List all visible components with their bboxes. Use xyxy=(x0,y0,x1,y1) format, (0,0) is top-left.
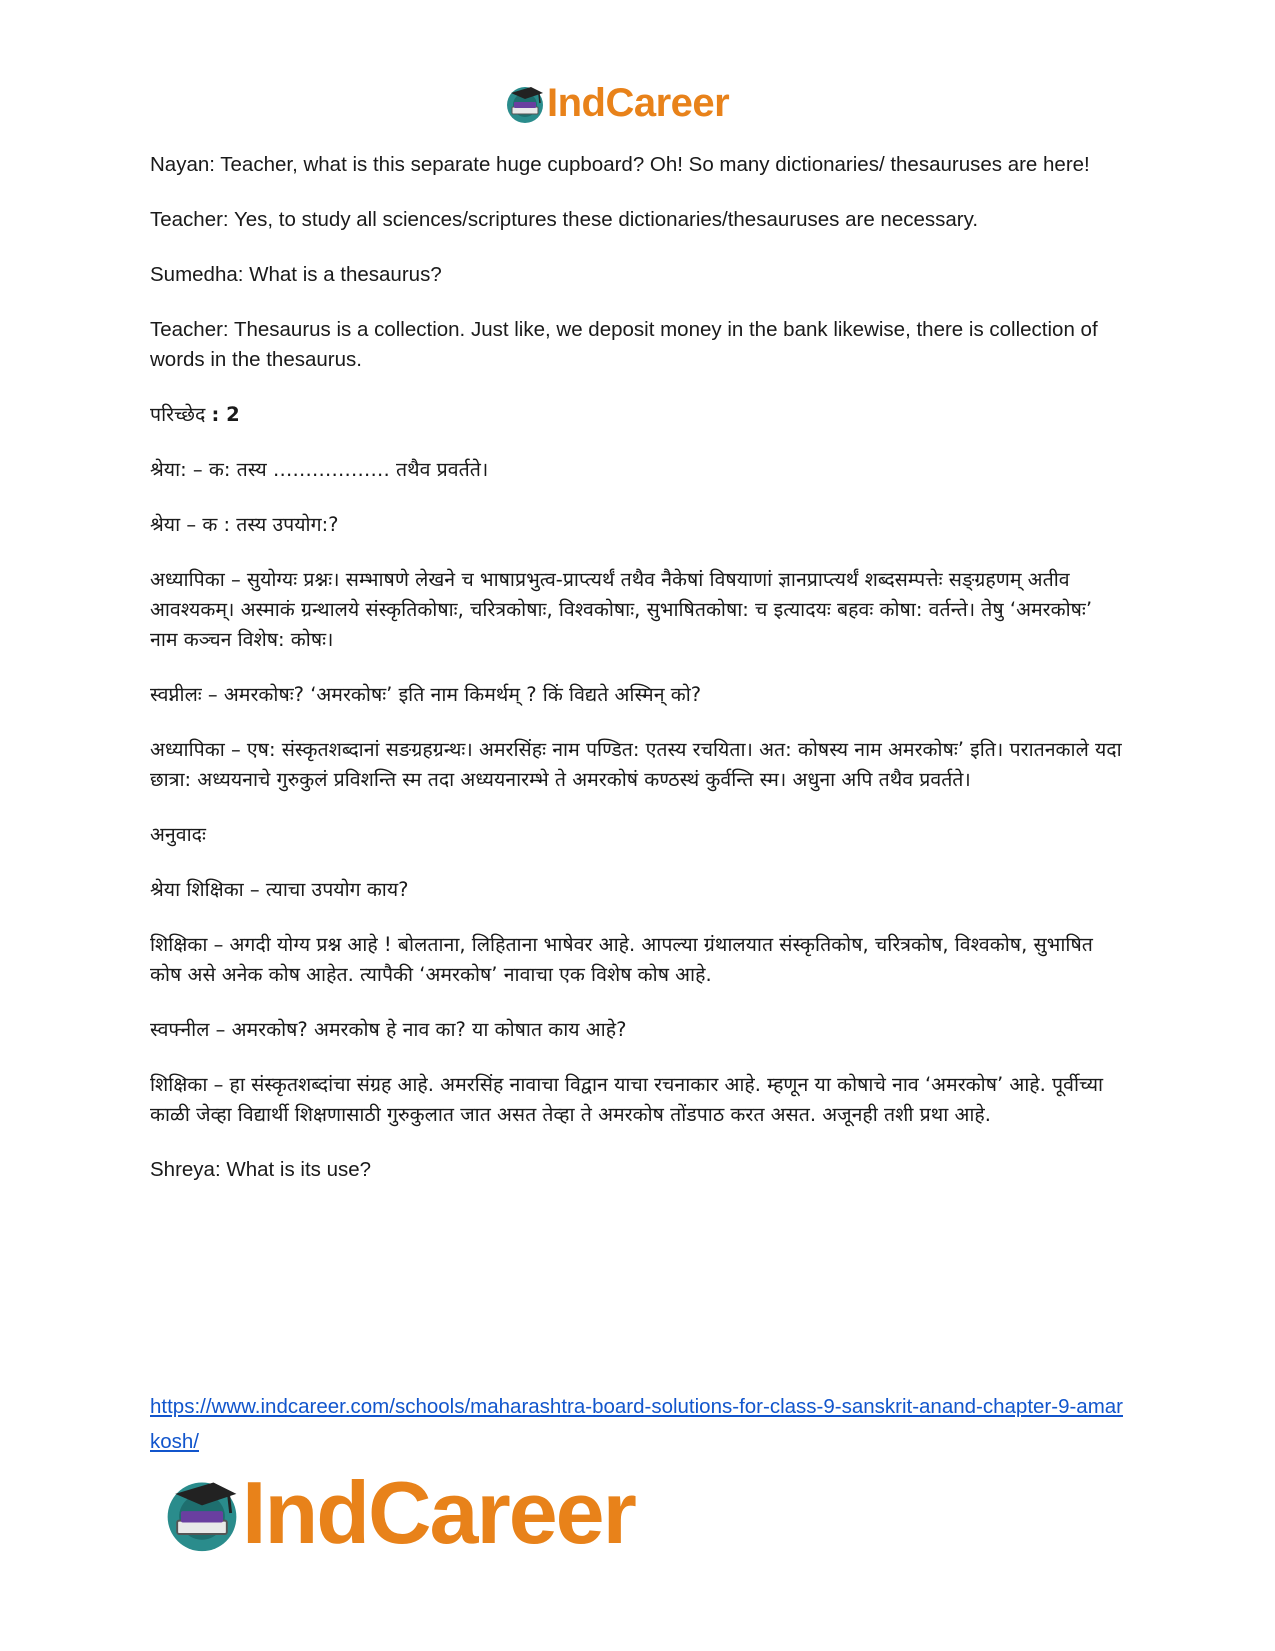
marathi-paragraph: श्रेया शिक्षिका – त्याचा उपयोग काय? xyxy=(150,878,409,901)
source-link[interactable]: https://www.indcareer.com/schools/maharashtra-board-solutions-for-class-9-sanskrit-anand-chapter-9-amarkosh/ xyxy=(150,1395,1123,1453)
sanskrit-paragraph: अध्यापिका – सुयोग्यः प्रश्नः। सम्भाषणे लेखने च भाषाप्रभुत्व-प्राप्त्यर्थं तथैव नैकेषां विषयाणां ज्ञानप्राप्त्यर्थं शब्दसम्पत्तेः सङ्ग्रहणम् अतीव आवश्यकम्। अस्माकं ग्रन्थालये संस्कृतिकोषाः, चरित्रकोषाः, विश्वकोषाः, सुभाषितकोषा: च इत्यादयः बहवः कोषा: वर्तन्ते। तेषु ‘अमरकोषः’ नाम कञ्चन विशेष: कोषः। xyxy=(150,568,1093,651)
marathi-paragraph: शिक्षिका – हा संस्कृतशब्दांचा संग्रह आहे. अमरसिंह नावाचा विद्वान याचा रचनाकार आहे. म्हणून या कोषाचे नाव ‘अमरकोष’ आहे. पूर्वीच्या काळी जेव्हा विद्यार्थी शिक्षणासाठी गुरुकुलात जात असत तेव्हा ते अमरकोष तोंडपाठ करत असत. अजूनही तशी प्रथा आहे. xyxy=(150,1073,1104,1126)
dialogue-paragraph: Teacher: Thesaurus is a collection. Just like, we deposit money in the bank likewise, there is collection of words in the thesaurus. xyxy=(150,318,1098,371)
graduation-globe-icon xyxy=(503,81,547,125)
graduation-globe-icon xyxy=(160,1471,244,1555)
dialogue-paragraph: Sumedha: What is a thesaurus? xyxy=(150,263,442,286)
logo-text: IndCareer xyxy=(242,1463,635,1562)
header-logo xyxy=(503,78,729,128)
translation-heading: अनुवादः xyxy=(150,823,206,846)
sanskrit-paragraph: स्वप्नीलः – अमरकोषः? ‘अमरकोषः’ इति नाम किमर्थम् ? किं विद्यते अस्मिन् को? xyxy=(150,683,702,706)
page-content xyxy=(150,150,1125,1210)
section-heading xyxy=(150,400,1125,430)
footer-logo xyxy=(160,1463,635,1562)
sanskrit-paragraph: श्रेया – क : तस्य उपयोग:? xyxy=(150,513,339,536)
dialogue-paragraph: Teacher: Yes, to study all sciences/scriptures these dictionaries/thesauruses are necessary. xyxy=(150,208,979,231)
dialogue-paragraph: Nayan: Teacher, what is this separate huge cupboard? Oh! So many dictionaries/ thesauruses are here! xyxy=(150,153,1090,176)
sanskrit-paragraph: श्रेया: – क: तस्य ……………… तथैव प्रवर्तते। xyxy=(150,458,489,481)
marathi-paragraph: स्वफ्नील – अमरकोष? अमरकोष हे नाव का? या कोषात काय आहे? xyxy=(150,1018,627,1041)
closing-paragraph: Shreya: What is its use? xyxy=(150,1158,372,1181)
section-heading-number: : 2 xyxy=(211,403,240,426)
marathi-paragraph: शिक्षिका – अगदी योग्य प्रश्न आहे ! बोलताना, लिहिताना भाषेवर आहे. आपल्या ग्रंथालयात संस्कृतिकोष, चरित्रकोष, विश्वकोष, सुभाषित कोष असे अनेक कोष आहेत. त्यापैकी ‘अमरकोष’ नावाचा एक विशेष कोष आहे. xyxy=(150,933,1093,986)
sanskrit-paragraph: अध्यापिका – एष: संस्कृतशब्दानां सङग्रहग्रन्थः। अमरसिंहः नाम पण्डित: एतस्य रचयिता। अत: कोषस्य नाम अमरकोषः’ इति। परातनकाले यदा छात्रा: अध्ययनाचे गुरुकुलं प्रविशन्ति स्म तदा अध्ययनारम्भे ते अमरकोषं कण्ठस्थं कुर्वन्ति स्म। अधुना अपि तथैव प्रवर्तते। xyxy=(150,738,1122,791)
logo-text: IndCareer xyxy=(547,81,730,125)
section-heading-label: परिच्छेद xyxy=(150,403,206,426)
source-link-block xyxy=(150,1389,1130,1459)
